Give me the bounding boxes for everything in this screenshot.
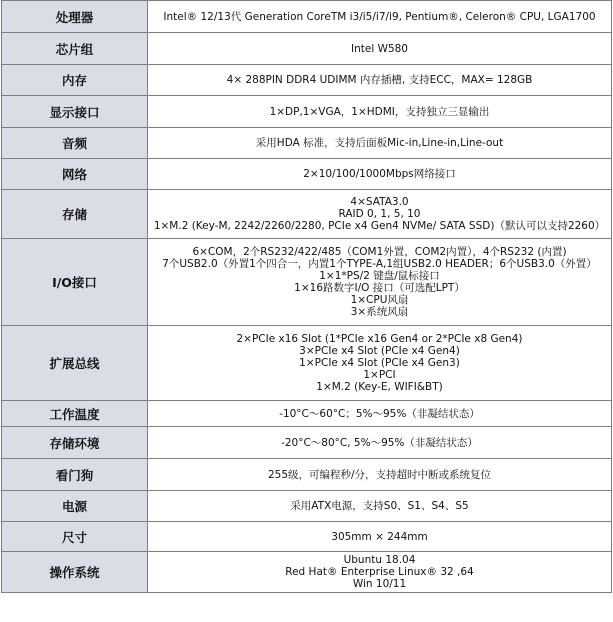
spec-value-line: Intel® 12/13代 Generation CoreTM i3/i5/i7/i9, Pentium®, Celeron® CPU, LGA1700 (163, 10, 596, 23)
spec-label: 显示接口 (2, 96, 148, 128)
spec-label: 存储环境 (2, 427, 148, 459)
spec-value-line: 1×1*PS/2 键盘/鼠标接口 (319, 270, 440, 282)
spec-value (148, 459, 612, 491)
spec-value (148, 522, 612, 552)
spec-value-line: 2×PCIe x16 Slot (1*PCIe x16 Gen4 or 2*PCIe x8 Gen4) (236, 333, 523, 345)
spec-row-expansion (2, 326, 612, 401)
spec-value (148, 1, 612, 33)
spec-label: 尺寸 (2, 522, 148, 552)
spec-value (148, 552, 612, 593)
spec-label: 芯片组 (2, 33, 148, 65)
spec-label: 音频 (2, 128, 148, 159)
spec-label: 扩展总线 (2, 326, 148, 401)
spec-label: 处理器 (2, 1, 148, 33)
spec-label: 网络 (2, 159, 148, 190)
spec-label: I/O接口 (2, 239, 148, 326)
spec-value-line: 4× 288PIN DDR4 UDIMM 内存插槽, 支持ECC，MAX= 128GB (226, 74, 533, 86)
spec-row-storage (2, 190, 612, 239)
spec-value-line: 1×16路数字I/O 接口（可选配LPT） (294, 282, 465, 294)
spec-row-size (2, 522, 612, 552)
spec-value-line: 3×PCIe x4 Slot (PCIe x4 Gen4) (299, 345, 460, 357)
spec-value (148, 326, 612, 401)
spec-label: 存储 (2, 190, 148, 239)
spec-value (148, 128, 612, 159)
spec-value-line: 3×系统风扇 (350, 306, 409, 318)
spec-value (148, 401, 612, 427)
spec-value (148, 159, 612, 190)
spec-value (148, 65, 612, 96)
spec-value-line: 2×10/100/1000Mbps网络接口 (303, 168, 456, 180)
spec-label: 操作系统 (2, 552, 148, 593)
spec-value-line: 1×PCI (363, 369, 396, 381)
spec-value (148, 491, 612, 522)
spec-value-line: -10°C～60°C；5%～95%（非凝结状态） (279, 407, 480, 420)
spec-value (148, 427, 612, 459)
spec-value-line: -20°C～80°C, 5%～95%（非凝结状态） (281, 436, 478, 449)
spec-value-line: 6×COM，2个RS232/422/485（COM1外置，COM2内置），4个RS232 (内置) (192, 246, 567, 258)
spec-value-line: 采用HDA 标准，支持后面板Mic-in,Line-in,Line-out (255, 137, 504, 149)
spec-value (148, 239, 612, 326)
spec-row-os (2, 552, 612, 593)
spec-value-line: 采用ATX电源，支持S0、S1、S4、S5 (290, 500, 469, 512)
spec-value-line: 1×CPU风扇 (350, 294, 409, 306)
spec-value-line: 255级，可编程秒/分，支持超时中断或系统复位 (267, 468, 492, 481)
spec-value-line: 1×PCIe x4 Slot (PCIe x4 Gen3) (299, 357, 460, 369)
spec-row-storage-env (2, 427, 612, 459)
spec-value-line: RAID 0, 1, 5, 10 (338, 208, 421, 220)
spec-label: 内存 (2, 65, 148, 96)
spec-value-line: Intel W580 (350, 42, 408, 55)
spec-row-audio (2, 128, 612, 159)
spec-row-operating-temp (2, 401, 612, 427)
spec-row-network (2, 159, 612, 190)
spec-row-chipset (2, 33, 612, 65)
spec-value (148, 190, 612, 239)
spec-value-line: Red Hat® Enterprise Linux® 32 ,64 (285, 566, 474, 578)
spec-row-watchdog (2, 459, 612, 491)
spec-value (148, 33, 612, 65)
spec-row-display (2, 96, 612, 128)
spec-row-power (2, 491, 612, 522)
spec-row-memory (2, 65, 612, 96)
spec-value-line: 305mm × 244mm (331, 530, 428, 543)
spec-value-line: 1×M.2 (Key-M, 2242/2260/2280, PCIe x4 Gen4 NVMe/ SATA SSD)（默认可以支持2260） (153, 220, 606, 232)
spec-label: 电源 (2, 491, 148, 522)
spec-value-line: Ubuntu 18.04 (343, 554, 416, 566)
spec-value-line: 1×M.2 (Key-E, WIFI&BT) (316, 381, 443, 393)
spec-value-line: Win 10/11 (352, 578, 407, 590)
spec-value-line: 4×SATA3.0 (350, 196, 409, 208)
spec-value (148, 96, 612, 128)
spec-value-line: 1×DP,1×VGA，1×HDMI，支持独立三显输出 (269, 105, 490, 118)
spec-table-body (2, 1, 612, 593)
spec-row-cpu (2, 1, 612, 33)
spec-table (1, 0, 612, 593)
spec-value-line: 7个USB2.0（外置1个四合一，内置1个TYPE-A,1组USB2.0 HEADER；6个USB3.0（外置） (162, 258, 597, 270)
spec-label: 看门狗 (2, 459, 148, 491)
spec-row-io (2, 239, 612, 326)
spec-label: 工作温度 (2, 401, 148, 427)
